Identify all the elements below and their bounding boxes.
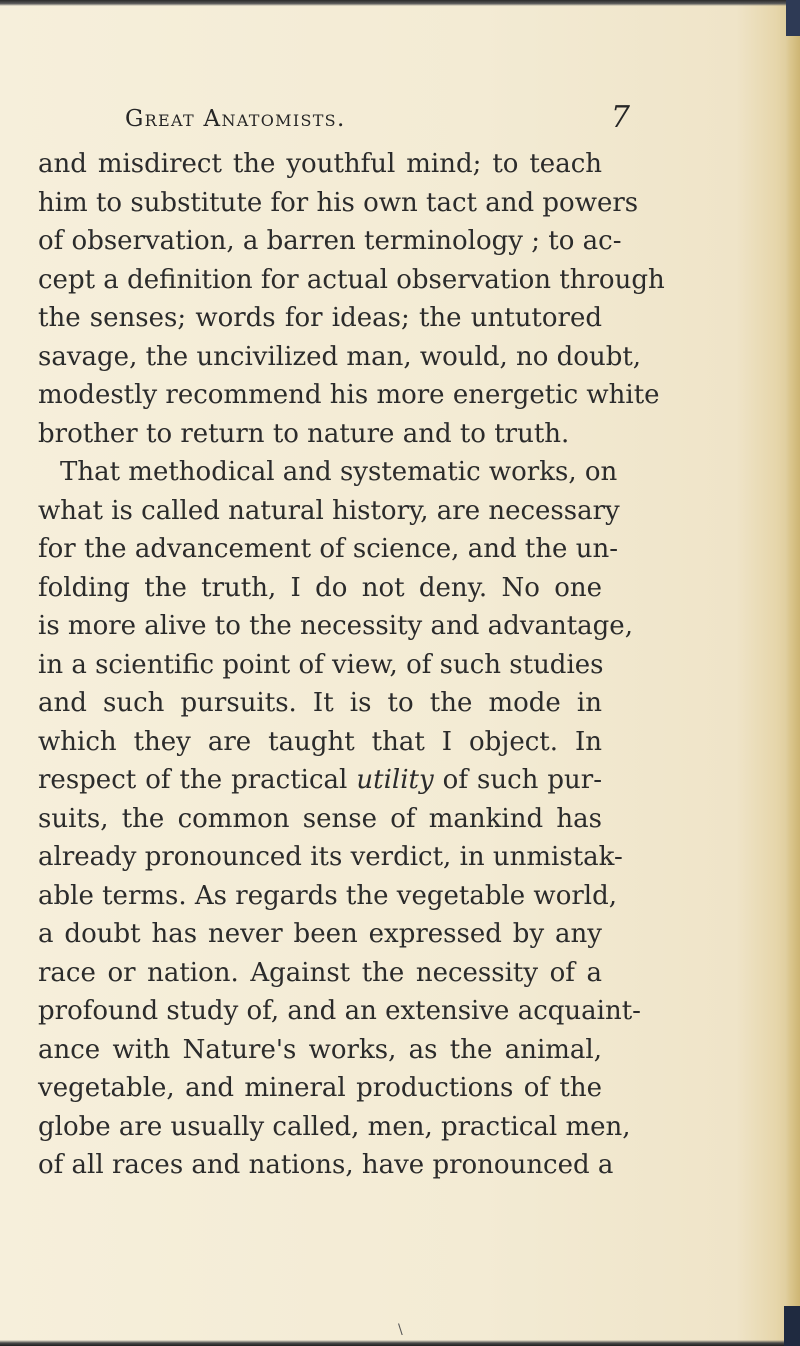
text-line: what is called natural history, are necessary — [38, 495, 620, 526]
text-line: in a scientific point of view, of such studies — [38, 649, 604, 680]
text-line: respect of the practical utility of such pur- — [38, 765, 602, 795]
text-line: which they are taught that I object. In — [38, 726, 602, 757]
text-line: modestly recommend his more energetic white — [38, 380, 660, 410]
italic-word: utility — [356, 765, 434, 795]
text-line: the senses; words for ideas; the untutored — [38, 303, 602, 333]
page-number: 7 — [610, 100, 630, 135]
text-line: already pronounced its verdict, in unmistak- — [38, 842, 623, 872]
text-line: him to substitute for his own tact and powers — [38, 187, 639, 218]
page-right-edge — [786, 0, 800, 1346]
text-line: able terms. As regards the vegetable world, — [38, 880, 617, 911]
text-line: vegetable, and mineral productions of the — [38, 1073, 602, 1103]
text-line: brother to return to nature and to truth. — [38, 418, 570, 449]
text-line: is more alive to the necessity and advantage, — [38, 611, 633, 641]
text-line: That methodical and systematic works, on — [60, 457, 618, 487]
page-bottom-edge — [0, 1340, 800, 1346]
stray-mark: \ — [398, 1322, 403, 1338]
page-top-edge — [0, 0, 790, 6]
text-line: ance with Nature's works, as the animal, — [38, 1034, 602, 1065]
running-head: Great Anatomists. — [125, 106, 346, 132]
binding-corner-bottom — [784, 1306, 800, 1346]
text-line: and such pursuits. It is to the mode in — [38, 688, 602, 718]
text-line: a doubt has never been expressed by any — [38, 919, 602, 949]
text-line: suits, the common sense of mankind has — [38, 803, 602, 834]
text-line: of all races and nations, have pronounced a — [38, 1150, 614, 1180]
text-line: profound study of, and an extensive acquaint- — [38, 996, 641, 1026]
page-header — [125, 100, 630, 140]
text-line: race or nation. Against the necessity of a — [38, 957, 602, 988]
body-text — [38, 145, 665, 1185]
text-line: cept a definition for actual observation through — [38, 264, 665, 295]
text-line: of observation, a barren terminology ; to ac- — [38, 226, 622, 256]
binding-corner-top — [786, 0, 800, 36]
text-line: folding the truth, I do not deny. No one — [38, 572, 602, 603]
text-line: savage, the uncivilized man, would, no doubt, — [38, 341, 642, 372]
text-line: and misdirect the youthful mind; to teach — [38, 149, 602, 179]
text-line: globe are usually called, men, practical men, — [38, 1111, 631, 1142]
text-line: for the advancement of science, and the un- — [38, 534, 618, 564]
